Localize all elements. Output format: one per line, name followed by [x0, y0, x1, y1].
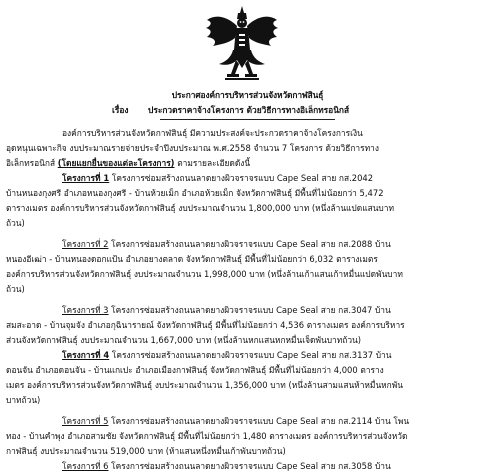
intro-text: ตามรายละเอียดดังนี้: [177, 158, 251, 168]
intro-text: อิเล็กทรอนิกส์: [6, 158, 56, 168]
project-4-heading: โครงการที่ 4: [62, 350, 110, 360]
project-1-text: โครงการซ่อมสร้างถนนลาดยางผิวจราจรแบบ Cape Seal สาย กส.2042: [111, 173, 374, 183]
project-2-line: องค์การบริหารส่วนจังหวัดกาฬสินธุ์ งบประมาณจำนวน 1,998,000 บาท (หนึ่งล้านเก้าแสนเก้าหมื่นแปดพันบาท: [6, 269, 403, 279]
project-1-line: ถ้วน): [6, 218, 25, 228]
project-4-line: บาทถ้วน): [6, 395, 41, 405]
project-3-heading: โครงการที่ 3: [62, 305, 109, 315]
project-2-text: โครงการซ่อมสร้างถนนลาดยางผิวจราจรแบบ Cape Seal สาย กส.2088 บ้าน: [111, 239, 391, 249]
project-3-line: สมสะอาด - บ้านจุมจัง อำเภอกุฉินารายณ์ จังหวัดกาฬสินธุ์ มีพื้นที่ไม่น้อยกว่า 4,536 ตารางเมตร องค์การบริหาร: [6, 320, 405, 330]
garuda-emblem-icon: [205, 4, 279, 82]
project-5-text: โครงการซ่อมสร้างถนนลาดยางผิวจราจรแบบ Cape Seal สาย กส.2114 บ้าน โพน: [111, 416, 410, 426]
intro-line: องค์การบริหารส่วนจังหวัดกาฬสินธุ์ มีความประสงค์จะประกวดราคาจ้างโครงการเงิน: [62, 128, 363, 138]
project-4-line: ดอนจัน อำเภอดอนจัน - บ้านแกเปะ อำเภอเมืองกาฬสินธุ์ จังหวัดกาฬสินธุ์ มีพื้นที่ไม่น้อยกว่า 4,000 ตาราง: [6, 365, 384, 375]
project-1-line: ตารางเมตร องค์การบริหารส่วนจังหวัดกาฬสินธุ์ งบประมาณจำนวน 1,800,000 บาท (หนึ่งล้านแปดแสนบาท: [6, 203, 394, 213]
project-5-line: ทอง - บ้านคำพุง อำเภอสามชัย จังหวัดกาฬสินธุ์ มีพื้นที่ไม่น้อยกว่า 1,480 ตารางเมตร องค์การบริหารส่วนจังหวัด: [6, 431, 408, 441]
project-4-text: โครงการซ่อมสร้างถนนลาดยางผิวจราจรแบบ Cape Seal สาย กส.3137 บ้าน: [111, 350, 392, 360]
project-5-line: [6, 414, 490, 429]
project-6-text: โครงการซ่อมสร้างถนนลาดยางผิวจราจรแบบ Cape Seal สาย กส.3058 บ้าน: [111, 461, 391, 471]
project-3-line: ส่วนจังหวัดกาฬสินธุ์ งบประมาณจำนวน 1,667,000 บาท (หนึ่งล้านหกแสนหกหมื่นเจ็ดพันบาทถ้วน): [6, 335, 362, 345]
intro-line: อุดหนุนเฉพาะกิจ งบประมาณรายจ่ายประจำปีงบประมาณ พ.ศ.2558 จำนวน 7 โครงการ ด้วยวิธีการทาง: [6, 143, 379, 153]
subject-text: ประกวดราคาจ้างโครงการ ด้วยวิธีการทางอิเล็กทรอนิกส์: [148, 105, 350, 115]
intro-emphasis: (โดยแยกยื่นของแต่ละโครงการ): [57, 158, 175, 168]
project-1-heading: โครงการที่ 1: [62, 173, 110, 183]
project-1-line: [6, 171, 490, 186]
project-6-line: [6, 459, 490, 474]
announcement-title: ประกาศองค์การบริหารส่วนจังหวัดกาฬสินธุ์: [171, 90, 324, 100]
project-6-heading: โครงการที่ 6: [62, 461, 109, 471]
project-3-line: [6, 303, 490, 318]
intro-line: [6, 156, 490, 171]
project-2-line: หนองอีเฒ่า - บ้านหนองดอกแป้น อำเภอยางตลาด จังหวัดกาฬสินธุ์ มีพื้นที่ไม่น้อยกว่า 6,032 ตารางเมตร: [6, 254, 378, 264]
subject-label: เรื่อง: [112, 105, 129, 115]
subject-line: [112, 103, 492, 117]
announcement-body: [6, 126, 490, 474]
garuda-emblem: [205, 4, 279, 82]
project-2-line: [6, 237, 490, 252]
project-3-text: โครงการซ่อมสร้างถนนลาดยางผิวจราจรแบบ Cape Seal สาย กส.3047 บ้าน: [111, 305, 391, 315]
project-4-line: เมตร องค์การบริหารส่วนจังหวัดกาฬสินธุ์ งบประมาณจำนวน 1,356,000 บาท (หนึ่งล้านสามแสนห้าหมื่นหกพัน: [6, 380, 404, 390]
project-4-line: [6, 348, 490, 363]
project-2-line: ถ้วน): [6, 284, 25, 294]
project-1-line: บ้านหนองกุงศรี อำเภอหนองกุงศรี - บ้านห้วยเม็ก อำเภอห้วยเม็ก จังหวัดกาฬสินธุ์ มีพื้นที่ไม่น้อยกว่า 5,472: [6, 188, 384, 198]
project-2-heading: โครงการที่ 2: [62, 239, 109, 249]
project-5-heading: โครงการที่ 5: [62, 416, 109, 426]
project-5-line: กาฬสินธุ์ งบประมาณจำนวน 519,000 บาท (ห้าแสนหนึ่งหมื่นเก้าพันบาทถ้วน): [6, 446, 286, 456]
header-divider: [160, 119, 335, 120]
